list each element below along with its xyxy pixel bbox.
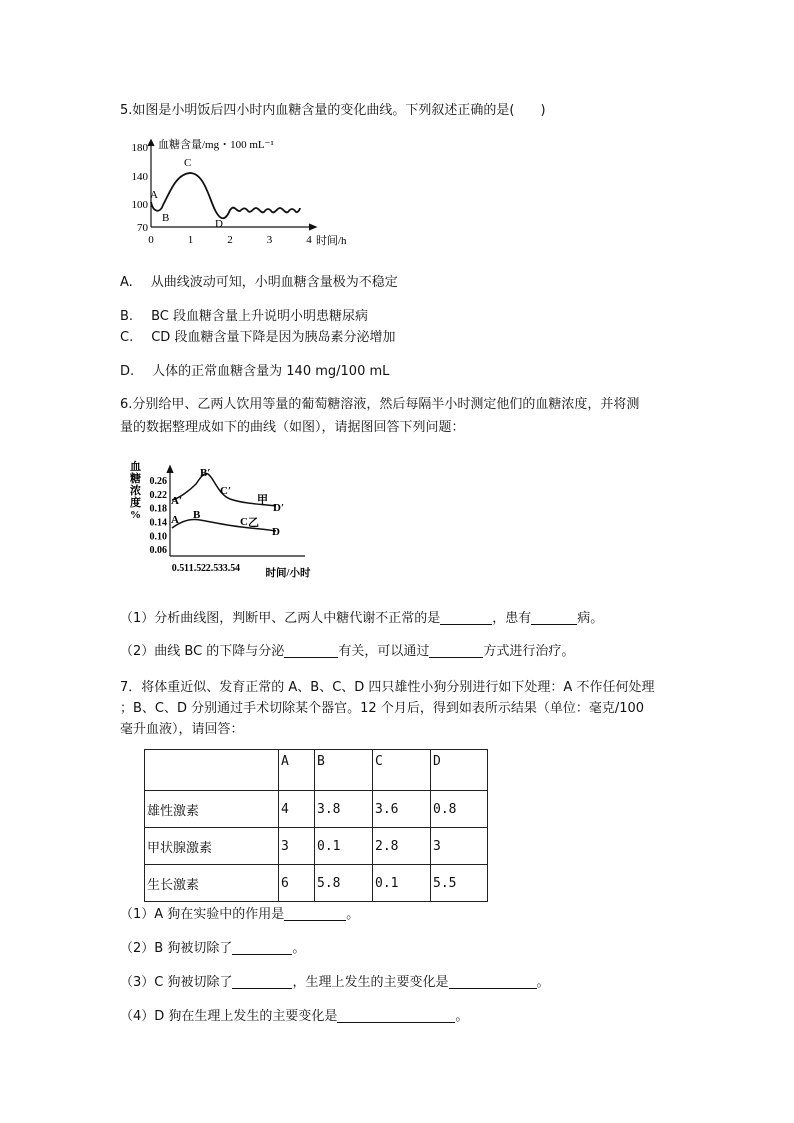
q6-x-tick-label: 2.5 <box>205 563 219 574</box>
q7-sub2-blank[interactable] <box>232 940 292 955</box>
q7-sub3-text-c: 。 <box>536 975 550 990</box>
table-cell: 5.8 <box>315 865 373 902</box>
q5-chart <box>120 130 370 250</box>
q7-stem-line3: 毫升血液），请回答： <box>120 722 244 737</box>
q7-results-table <box>144 749 488 902</box>
q6-y-tick-label: 0.22 <box>149 489 167 501</box>
q5-option-c-text: CD 段血糖含量下降是因为胰岛素分泌增加 <box>151 330 396 345</box>
q7-sub1-blank[interactable] <box>284 906 346 921</box>
q5-option-c-key: C. <box>120 330 134 345</box>
q6-point-label: D′ <box>273 502 285 514</box>
q6-series-label: 甲 <box>257 494 268 506</box>
q7-sub3-text-a: （3）C 狗被切除了 <box>120 975 233 990</box>
table-row-label: 雄性激素 <box>145 791 279 828</box>
q6-point-label: C′ <box>220 485 232 497</box>
q5-x-tick-label: 4 <box>306 234 312 246</box>
q7-sub3-blank2[interactable] <box>449 974 537 989</box>
q7-stem-line1: 7．将体重近似、发育正常的 A、B、C、D 四只雄性小狗分别进行如下处理：A 不作任何处理 <box>120 680 655 695</box>
table-row-label: 生长激素 <box>145 865 279 902</box>
q7-sub1-text-a: （1）A 狗在实验中的作用是 <box>120 907 285 922</box>
q6-point-label: B′ <box>200 467 211 479</box>
table-header-cell: D <box>431 750 488 791</box>
q5-option-b <box>120 305 368 324</box>
q6-point-label: A <box>171 514 179 526</box>
table-row <box>145 865 488 902</box>
q5-option-b-key: B. <box>120 309 134 324</box>
q7-sub4-blank[interactable] <box>337 1008 455 1023</box>
q6-x-tick-label: 1.5 <box>188 563 202 574</box>
q5-point-label: B <box>162 212 170 224</box>
q6-y-tick-label: 0.26 <box>149 476 167 487</box>
table-cell: 3 <box>431 828 488 865</box>
table-header-cell <box>145 750 279 791</box>
q6-ylabel-char: 血 <box>130 461 141 473</box>
q6-sub2-blank2[interactable] <box>429 643 483 658</box>
q6-axes <box>167 466 305 556</box>
q7-sub3-text-b: ，生理上发生的主要变化是 <box>292 975 449 990</box>
table-cell: 4 <box>279 791 315 828</box>
q6-sub1-text-c: 病。 <box>577 611 604 626</box>
q5-option-d-text: 人体的正常血糖含量为 140 mg/100 mL <box>152 364 390 379</box>
q6-xlabel: 时间/小时 <box>265 568 311 579</box>
q6-curve-yi <box>172 519 276 531</box>
table-cell: 0.1 <box>373 865 431 902</box>
q6-sub2-text-b: 有关，可以通过 <box>338 644 430 659</box>
q5-y-tick-label: 180 <box>131 142 148 154</box>
q6-x-tick-label: 3 <box>218 563 223 574</box>
q5-y-tick-label: 140 <box>131 171 148 183</box>
q7-sub2 <box>120 937 305 956</box>
table-cell: 6 <box>279 865 315 902</box>
q6-point-label: D <box>272 526 280 538</box>
q5-point-label: A <box>150 189 158 201</box>
q5-ylabel: 血糖含量/mg・100 mL⁻¹ <box>158 139 274 151</box>
q7-sub4 <box>120 1005 468 1024</box>
q5-stem: 5.如图是小明饭后四小时内血糖含量的变化曲线。下列叙述正确的是( ) <box>120 103 546 118</box>
table-header-cell: C <box>373 750 431 791</box>
q5-option-a-text: 从曲线波动可知，小明血糖含量极为不稳定 <box>150 275 398 290</box>
q6-point-label: C <box>240 516 248 528</box>
q7-sub4-text-b: 。 <box>455 1009 469 1024</box>
q5-option-a <box>120 271 398 290</box>
table-cell: 0.8 <box>431 791 488 828</box>
q6-stem-line1: 6.分别给甲、乙两人饮用等量的葡萄糖溶液，然后每隔半小时测定他们的血糖浓度，并将测 <box>120 397 640 412</box>
q7-sub1 <box>120 903 359 922</box>
q5-x-tick-label: 1 <box>187 234 194 246</box>
q6-stem-line2: 量的数据整理成如下的曲线（如图），请据图回答下列问题： <box>120 420 465 435</box>
q7-sub3 <box>120 971 550 990</box>
q6-ylabel-char: 浓 <box>130 485 141 497</box>
q5-x-tick-label: 3 <box>266 234 273 246</box>
q5-curve <box>151 173 300 218</box>
q6-chart <box>120 458 320 583</box>
q6-ylabel-char: 度 <box>130 497 141 509</box>
q6-x-tick-label: 0.5 <box>171 563 185 574</box>
q6-ylabel-char: % <box>130 509 141 521</box>
q6-sub1-text-a: （1）分析曲线图，判断甲、乙两人中糖代谢不正常的是 <box>120 611 441 626</box>
table-row <box>145 828 488 865</box>
q6-y-tick-label: 0.06 <box>149 545 167 557</box>
table-header-cell: B <box>315 750 373 791</box>
table-row <box>145 791 488 828</box>
q6-y-tick-label: 0.18 <box>149 503 167 515</box>
q7-sub1-text-b: 。 <box>346 907 360 922</box>
q7-stem-line2: ；B、C、D 分别通过手术切除某个器官。12 个月后，得到如表所示结果（单位：毫克/100 <box>120 701 645 716</box>
q6-y-tick-label: 0.10 <box>149 531 167 543</box>
q6-point-label: A′ <box>171 495 183 507</box>
q6-sub1-blank1[interactable] <box>440 610 492 625</box>
table-header-cell: A <box>279 750 315 791</box>
table-row-label: 甲状腺激素 <box>145 828 279 865</box>
q6-sub1 <box>120 607 603 626</box>
q6-sub2-text-c: 方式进行治疗。 <box>483 644 575 659</box>
q6-x-tick-label: 1 <box>184 563 189 574</box>
q7-sub2-text-a: （2）B 狗被切除了 <box>120 941 233 956</box>
table-cell: 3.6 <box>373 791 431 828</box>
q5-xlabel: 时间/h <box>316 235 347 247</box>
q5-point-label: C <box>184 157 192 169</box>
table-cell: 3 <box>279 828 315 865</box>
q5-y-tick-label: 70 <box>137 222 148 234</box>
q6-sub2-blank1[interactable] <box>284 643 338 658</box>
q6-ylabel-char: 糖 <box>130 473 141 485</box>
q7-sub3-blank1[interactable] <box>232 974 292 989</box>
q7-sub4-text-a: （4）D 狗在生理上发生的主要变化是 <box>120 1009 338 1024</box>
q6-x-tick-label: 4 <box>235 563 240 574</box>
q5-x-tick-label: 0 <box>148 234 154 246</box>
table-cell: 5.5 <box>431 865 488 902</box>
q5-option-d-key: D. <box>120 364 135 379</box>
q7-sub2-text-b: 。 <box>292 941 306 956</box>
table-header-row <box>145 750 488 791</box>
table-cell: 3.8 <box>315 791 373 828</box>
q5-y-tick-label: 100 <box>131 199 148 211</box>
q5-option-d <box>120 360 389 379</box>
table-cell: 2.8 <box>373 828 431 865</box>
q5-option-b-text: BC 段血糖含量上升说明小明患糖尿病 <box>151 309 368 324</box>
q5-x-tick-label: 2 <box>227 234 233 246</box>
q6-sub1-blank2[interactable] <box>531 610 577 625</box>
q6-sub1-text-b: ，患有 <box>492 611 532 626</box>
q6-sub2-text-a: （2）曲线 BC 的下降与分泌 <box>120 644 285 659</box>
q6-sub2 <box>120 640 574 659</box>
q5-option-c <box>120 326 395 345</box>
q6-point-label: B <box>193 509 201 521</box>
q5-point-label: D <box>215 218 223 230</box>
q6-y-tick-label: 0.14 <box>149 517 167 529</box>
q6-x-tick-label: 2 <box>201 563 206 574</box>
q5-option-a-key: A. <box>120 275 133 290</box>
q6-x-tick-label: 3.5 <box>222 563 236 574</box>
q6-series-label: 乙 <box>248 517 259 529</box>
table-cell: 0.1 <box>315 828 373 865</box>
